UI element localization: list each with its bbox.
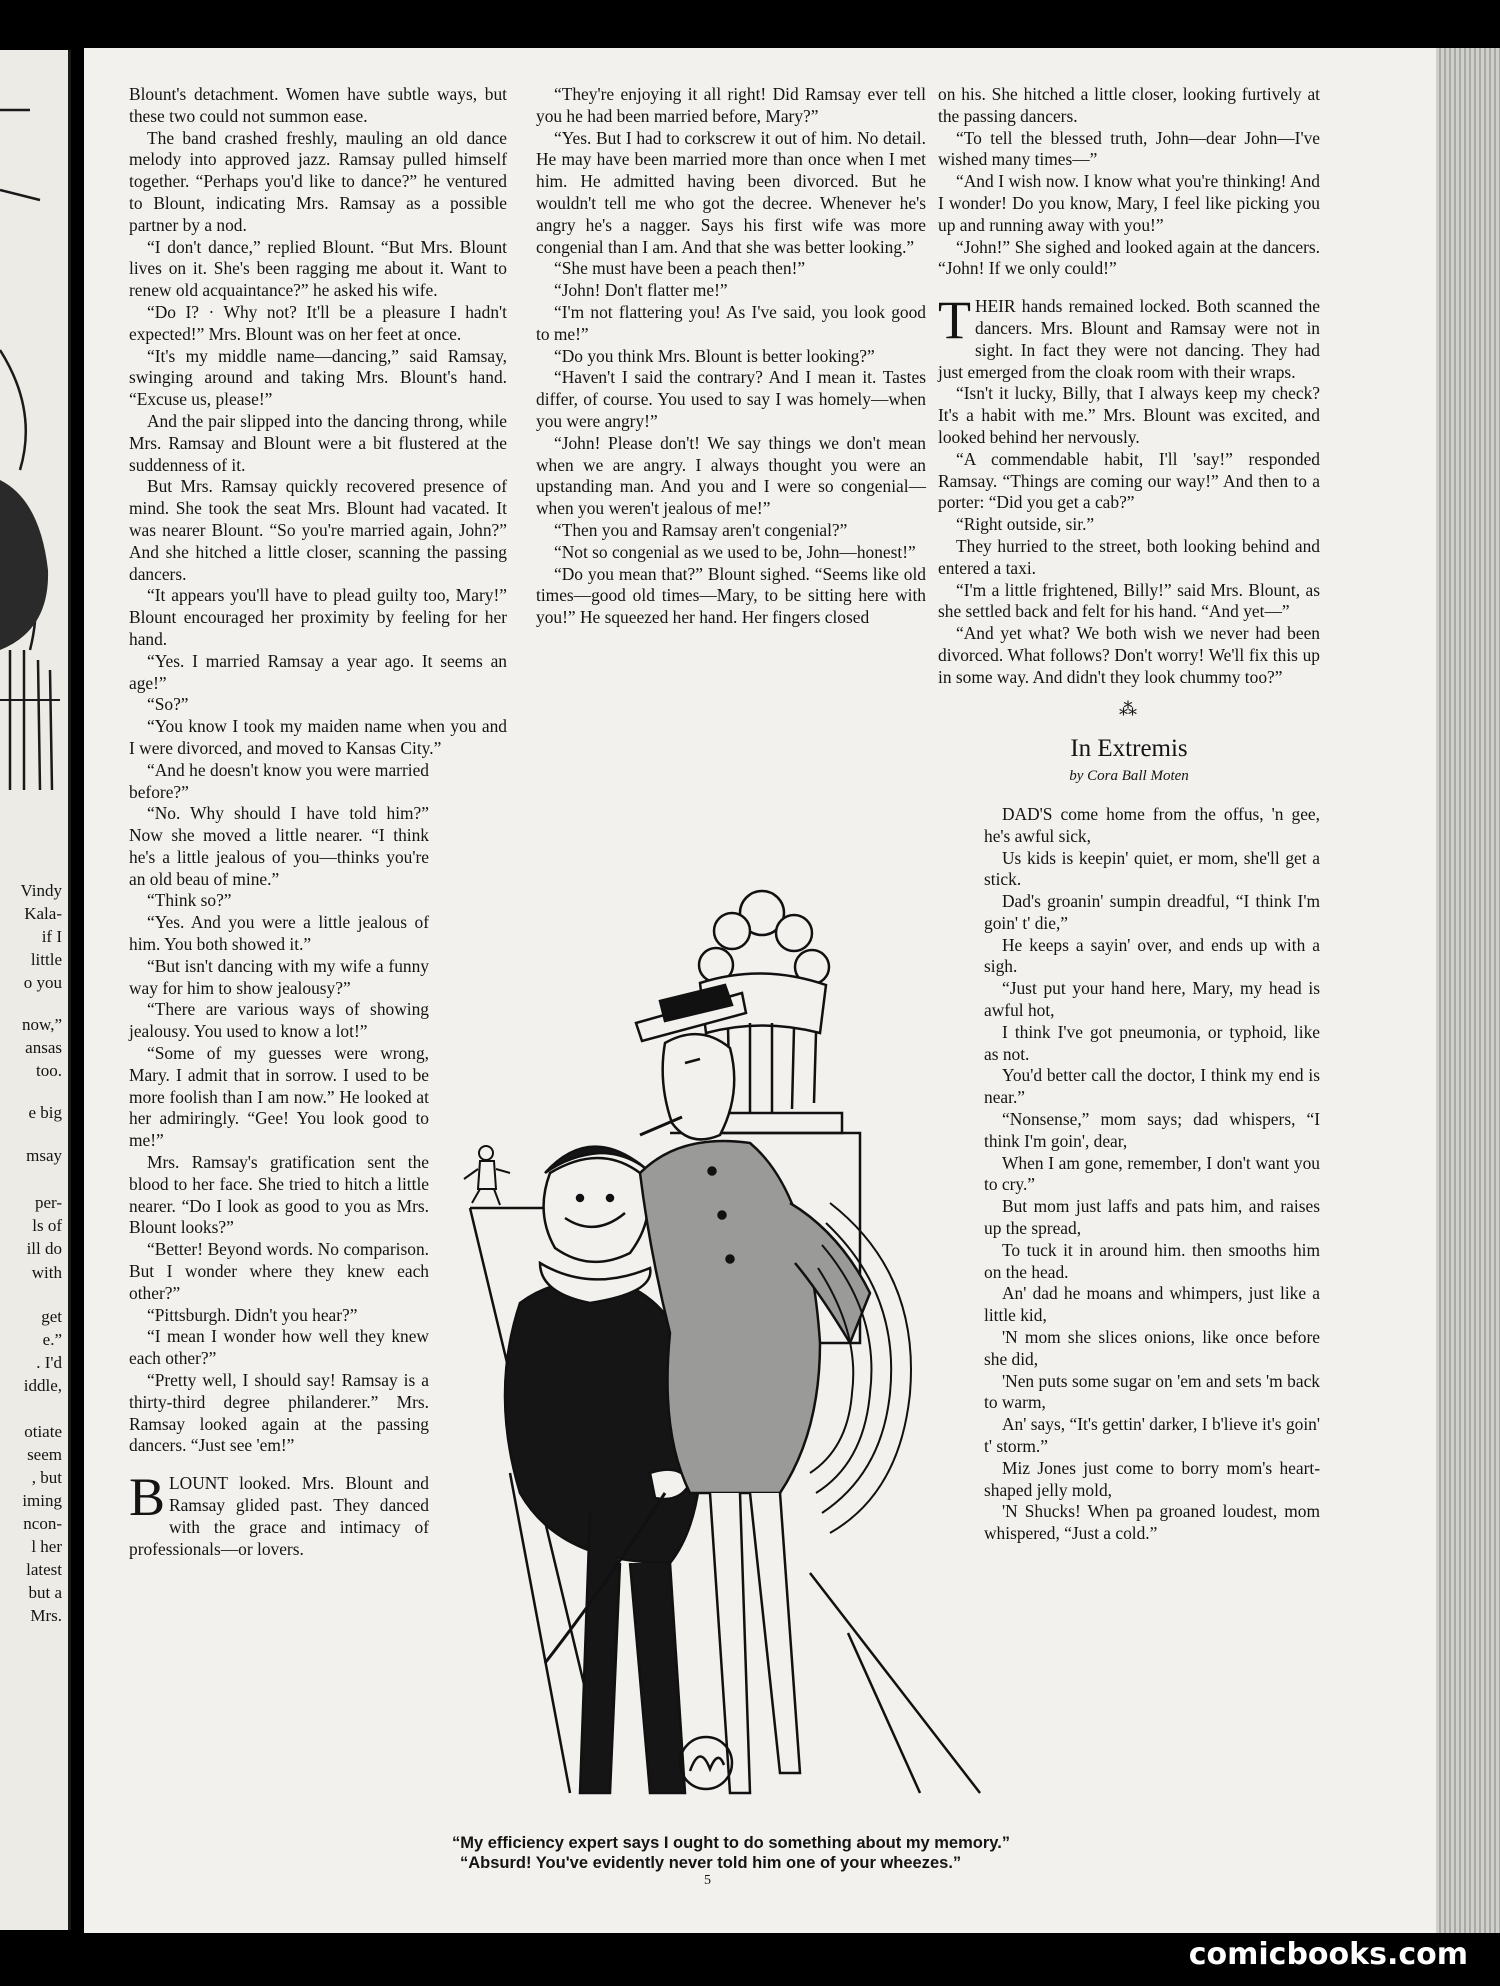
paragraph-text: looked. Mrs. Blount and Ramsay glided past. They danced with the grace and intimacy of professionals—or lovers. [129,1473,429,1559]
lead-word: HEIR [975,296,1016,317]
article-paragraph: “Do I? · Why not? It'll be a pleasure I hadn't expected!” Mrs. Blount was on her feet at once. [129,301,507,344]
poem-line: When I am gone, remember, I don't want you to cry.” [984,1152,1320,1195]
facing-page-fragment: e big [28,1103,62,1122]
drop-cap: T [938,290,971,351]
facing-page-fragment: Kala- [24,904,62,923]
article-paragraph: “You know I took my maiden name when you and I were divorced, and moved to Kansas City.” [129,716,507,758]
caption-line-2: “Absurd! You've evidently never told him one of your wheezes.” [460,1854,962,1872]
article-paragraph: “Some of my guesses were wrong, Mary. I admit that in sorrow. I used to be more foolish than I am now.” He looked at her admiringly. “Gee! You look good to me!” [129,1043,429,1151]
paragraph-text: hands remained locked. Both scanned the dancers. Mrs. Blount and Ramsay were not in sight. In fact they were not dancing. They had just emerged from the cloak room with their wraps. [938,296,1320,382]
article-paragraph: “No. Why should I have told him?” Now she moved a little nearer. “I think he's a little jealous of you—thinks you're an old beau of mine.” [129,803,429,889]
facing-page-fragment: iming [22,1491,62,1510]
article-paragraph: “Yes. But I had to corkscrew it out of him. No detail. He may have been married more than once when I met him. He admitted having been divorced. But he wouldn't tell me who got the decree. Whenever he's angry he's a nagger. Says his first wife was more congenial than I am. And that she was better looking.” [536,127,926,257]
section-ornament: ⁂ [1119,698,1139,719]
poem-line: To tuck it in around him. then smooths him on the head. [984,1239,1320,1282]
facing-page-fragment: ill do [26,1239,62,1258]
cartoon-caption [452,1833,1012,1873]
poem-line: Miz Jones just come to borry mom's heart-shaped jelly mold, [984,1457,1320,1500]
facing-page-fragment: ncon- [23,1514,62,1533]
page [84,48,1446,1933]
facing-page-fragment: otiate [24,1422,62,1441]
facing-page-fragment: msay [26,1146,62,1165]
facing-page-fragment: per- [34,1193,62,1212]
article-paragraph: “John! Please don't! We say things we don't mean when we are angry. I always thought you were an upstanding man. And you and I were so congenial—when you weren't jealous of me!” [536,432,926,519]
facing-page-fragment: latest [26,1560,62,1579]
page-stack-edge [1436,48,1500,1933]
poem-byline: by Cora Ball Moten [1069,768,1189,785]
poem-line: I think I've got pneumonia, or typhoid, like as not. [984,1021,1320,1064]
facing-page-fragment: with [31,1263,62,1282]
article-paragraph: “Think so?” [147,890,232,911]
section-break-paragraph [938,290,1320,383]
article-paragraph: “Pretty well, I should say! Ramsay is a thirty-third degree philanderer.” Mrs. Ramsay looked again at the passing dancers. “Just see 'em!” [129,1370,429,1456]
facing-page-fragment: , but [31,1468,62,1487]
article-paragraph: “I'm not flattering you! As I've said, you look good to me!” [536,301,926,344]
article-paragraph: Blount's detachment. Women have subtle ways, but these two could not summon ease. [129,84,507,126]
article-paragraph: The band crashed freshly, mauling an old dance melody into approved jazz. Ramsay pulled himself together. “Perhaps you'd like to dance?” he ventured to Blount, indicating Mrs. Ramsay as a possible partner by a nod. [129,127,507,235]
article-paragraph: “I'm a little frightened, Billy!” said Mrs. Blount, as she settled back and felt for his hand. “And yet—” [938,579,1320,622]
article-paragraph: “Haven't I said the contrary? And I mean it. Tastes differ, of course. You used to say I was homely—when you were angry!” [536,367,926,431]
article-paragraph: “Then you and Ramsay aren't congenial?” [554,519,848,540]
facing-page-fragment: get [41,1307,62,1326]
poem-line: 'N Shucks! When pa groaned loudest, mom whispered, “Just a cold.” [984,1501,1320,1544]
poem-line: 'Nen puts some sugar on 'em and sets 'm back to warm, [984,1370,1320,1413]
article-paragraph: “I mean I wonder how well they knew each other?” [129,1326,429,1369]
article-paragraph: “It's my middle name—dancing,” said Ramsay, swinging around and taking Mrs. Blount's hand. “Excuse us, please!” [129,345,507,410]
facing-page-fragment: Mrs. [30,1606,62,1625]
facing-page-fragment: seem [27,1445,62,1464]
article-paragraph: “Yes. And you were a little jealous of him. You both showed it.” [129,912,429,955]
facing-page-fragment: little [30,950,62,969]
article-paragraph: “And I wish now. I know what you're thinking! And I wonder! Do you know, Mary, I feel like picking you up and running away with you!” [938,171,1320,235]
article-paragraph: “Isn't it lucky, Billy, that I always keep my check? It's a habit with me.” Mrs. Blount was excited, and looked behind her nervously. [938,383,1320,447]
facing-page-fragment: Vindy [20,881,62,900]
article-paragraph: “John!” She sighed and looked again at the dancers. “John! If we only could!” [938,236,1320,279]
page-number: 5 [704,1873,711,1888]
facing-page-fragment: if I [41,927,62,946]
facing-page-fragment: ansas [25,1038,62,1057]
article-paragraph: “I don't dance,” replied Blount. “But Mrs. Blount lives on it. She's been ragging me about it. Want to renew old acquaintance?” he asked his wife. [129,236,507,301]
facing-page-fragment: o you [23,973,62,992]
article-paragraph: “Pittsburgh. Didn't you hear?” [147,1304,358,1325]
article-paragraph: “They're enjoying it all right! Did Ramsay ever tell you he had been married before, Mary?” [536,84,926,126]
section-break-paragraph [129,1467,429,1560]
article-paragraph: on his. She hitched a little closer, looking furtively at the passing dancers. [938,84,1320,126]
article-paragraph: “There are various ways of showing jealousy. You used to know a lot!” [129,999,429,1042]
facing-page-fragment: . I'd [36,1353,62,1372]
article-paragraph: Mrs. Ramsay's gratification sent the blood to her face. She tried to hitch a little nearer. “Do I look as good to you as Mrs. Blount looks?” [129,1152,429,1238]
article-paragraph: “She must have been a peach then!” [554,258,806,279]
facing-page-fragment: but a [28,1583,62,1602]
drop-cap: B [129,1467,166,1528]
article-paragraph: “So?” [147,694,189,715]
article-paragraph: “And yet what? We both wish we never had been divorced. What follows? Don't worry! We'll fix this up in some way. And didn't they look chummy too?” [938,623,1320,687]
poem-line: You'd better call the doctor, I think my end is near.” [984,1065,1320,1108]
poem-line: An' dad he moans and whimpers, just like a little kid, [984,1283,1320,1326]
facing-page-fragment: l her [31,1537,62,1556]
small-figure-drawing [464,1146,510,1205]
article-paragraph: They hurried to the street, both looking behind and entered a taxi. [938,535,1320,578]
facing-page-fragment: too. [36,1061,62,1080]
article-paragraph: “Right outside, sir.” [956,514,1095,535]
article-paragraph: And the pair slipped into the dancing throng, while Mrs. Ramsay and Blount were a bit flustered at the suddenness of it. [129,410,507,475]
poem-line: 'N mom she slices onions, like once before she did, [984,1327,1320,1369]
facing-page-fragment: e.” [42,1330,62,1349]
column-3-continued-paragraphs [938,383,1320,688]
poem-line: “Nonsense,” mom says; dad whispers, “I think I'm goin', dear, [984,1109,1320,1151]
article-paragraph: “Do you mean that?” Blount sighed. “Seems like old times—good old times—Mary, to be sitting here with you!” He squeezed her hand. Her fingers closed [536,563,926,628]
poem-line: He keeps a sayin' over, and ends up with a sigh. [984,934,1320,977]
cartoon-illustration [450,873,1050,1808]
poem-line: But mom just laffs and pats him, and raises up the spread, [984,1196,1320,1239]
facing-page-fragment: ls of [32,1216,62,1235]
article-column-2 [536,84,926,629]
poem-line: DAD'S come home from the offus, 'n gee, he's awful sick, [984,803,1320,846]
poem-line: Dad's groanin' sumpin dreadful, “I think I'm goin' t' die,” [984,891,1320,933]
poem-title: In Extremis [1070,735,1188,763]
watermark: comicbooks.com [1188,1937,1468,1972]
lead-word: LOUNT [169,1473,228,1494]
poem-line: “Just put your hand here, Mary, my head is awful hot, [984,978,1320,1021]
article-paragraph: “Not so congenial as we used to be, John—honest!” [554,541,916,562]
article-paragraph: “Better! Beyond words. No comparison. But I wonder where they knew each other?” [129,1239,429,1303]
artist-monogram [680,1737,732,1789]
article-paragraph: “But isn't dancing with my wife a funny way for him to show jealousy?” [129,955,429,998]
article-paragraph: “Yes. I married Ramsay a year ago. It seems an age!” [129,650,507,693]
facing-page-edge [0,50,71,1930]
article-paragraph: “A commendable habit, I'll 'say!” responded Ramsay. “Things are coming our way!” And then to a porter: “Did you get a cab?” [938,448,1320,513]
poem-line: Us kids is keepin' quiet, er mom, she'll get a stick. [984,847,1320,890]
article-paragraph: But Mrs. Ramsay quickly recovered presence of mind. She took the seat Mrs. Blount had vacated. It was nearer Blount. “So you're married again, John?” And she hitched a little closer, scanning the passing dancers. [129,476,507,584]
column-2-paragraphs [536,84,926,629]
article-paragraph: “It appears you'll have to plead guilty too, Mary!” Blount encouraged her proximity by feeling for her hand. [129,585,507,649]
article-paragraph: “And he doesn't know you were married before?” [129,759,429,802]
article-paragraph: “Do you think Mrs. Blount is better looking?” [554,345,875,366]
article-paragraph: “John! Don't flatter me!” [554,280,728,301]
facing-page-fragment: now,” [22,1015,62,1034]
caption-line-1: “My efficiency expert says I ought to do something about my memory.” [452,1834,1011,1852]
column-3-paragraphs [938,84,1320,280]
facing-page-fragment: iddle, [23,1376,62,1395]
poem-line: An' says, “It's gettin' darker, I b'lieve it's goin' t' storm.” [984,1414,1320,1457]
article-paragraph: “To tell the blessed truth, John—dear John—I've wished many times—” [938,127,1320,170]
facing-page-drawing-fragment [0,50,68,810]
